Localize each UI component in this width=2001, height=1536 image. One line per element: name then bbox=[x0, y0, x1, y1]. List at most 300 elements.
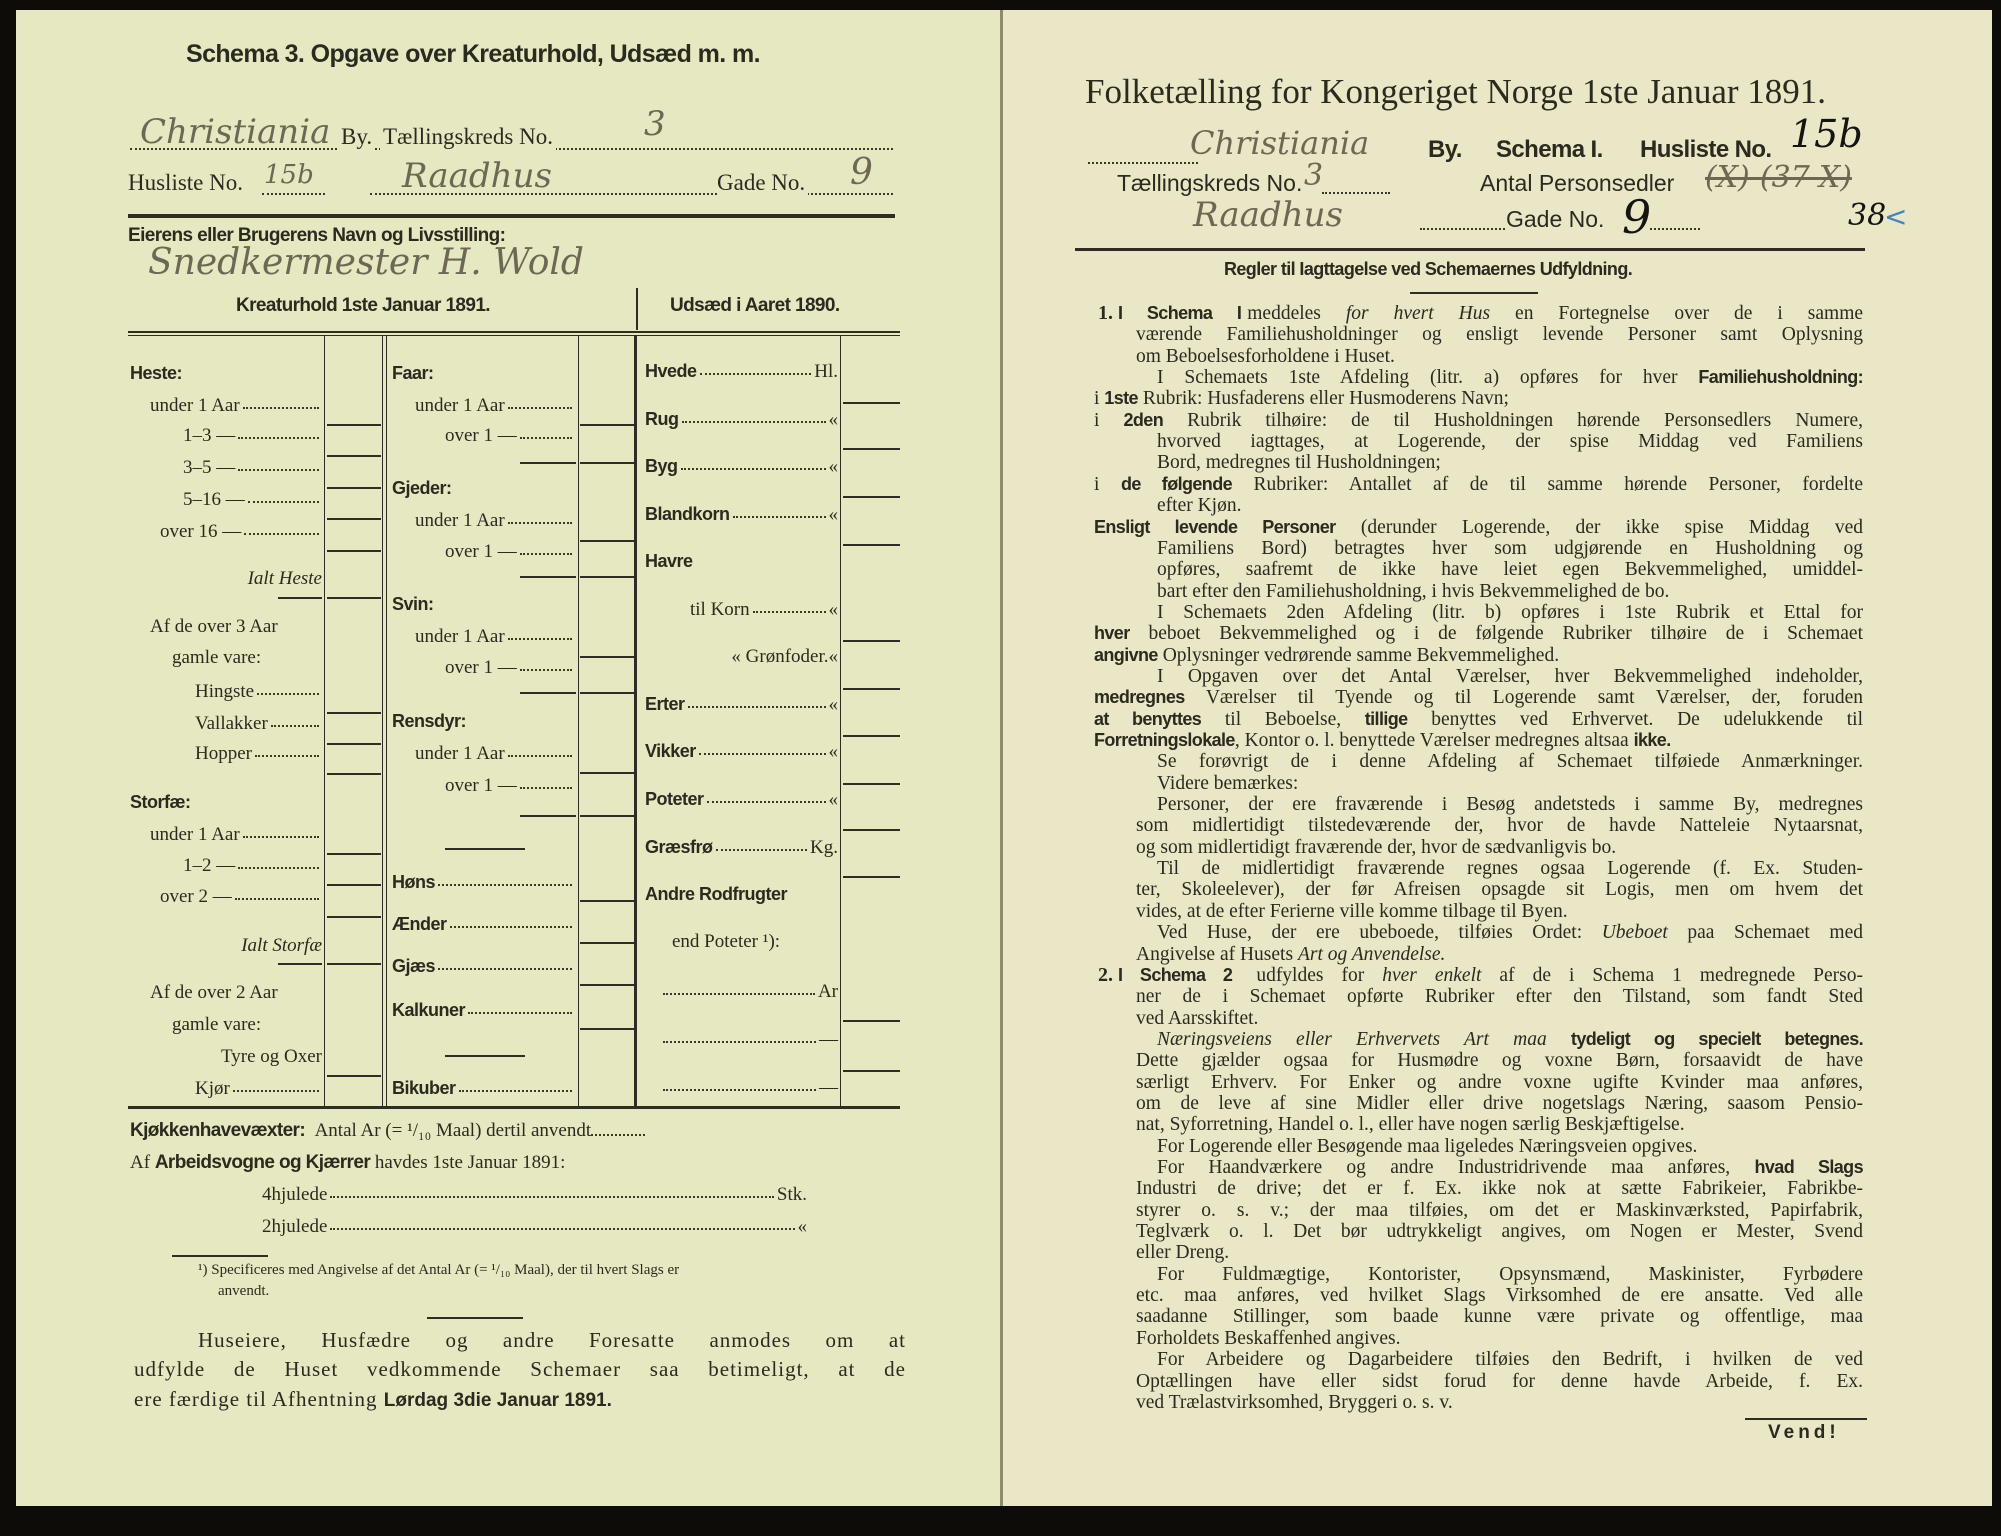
seed-box-left bbox=[840, 336, 841, 1106]
text-run: Teglværk o. l. Det bør udtrykkeligt angives, om Nogen er Mester, Svend bbox=[1136, 1221, 1863, 1243]
livestock-row bbox=[200, 935, 322, 959]
rules-text-line bbox=[1136, 1093, 1863, 1114]
rules-text-line bbox=[1136, 1008, 1258, 1029]
rules-text-line bbox=[1118, 303, 1863, 324]
livestock-row bbox=[130, 792, 191, 816]
livestock-row-label: Bikuber bbox=[392, 1078, 456, 1098]
text-run: I Schemaets 2den Afdeling (litr. b) opføres i 1ste Rubrik et Ettal for bbox=[1157, 601, 1863, 623]
livestock-row bbox=[392, 956, 575, 980]
italic-phrase: Art og Anvendelse. bbox=[1297, 943, 1446, 965]
answer-box-line bbox=[580, 692, 634, 694]
rules-text-line bbox=[1136, 879, 1863, 900]
seed-row-leader bbox=[699, 741, 826, 755]
right-header-rule bbox=[1075, 248, 1865, 251]
text-run: , Kontor o. l. benyttede Værelser medregnes altsaa bbox=[1234, 730, 1634, 751]
answer-box-line bbox=[327, 597, 381, 599]
livestock-row bbox=[415, 510, 575, 534]
bold-phrase: medregnes bbox=[1094, 687, 1185, 708]
seed-row-label: Rug bbox=[645, 409, 679, 429]
text-run: ter, Skoleelever), der før Afreisen opsagde sit Logis, men om hvem det bbox=[1136, 879, 1863, 901]
rule-number: 1. bbox=[1098, 302, 1113, 324]
livestock-row-label: under 1 Aar bbox=[150, 395, 240, 416]
livestock-row-label: Ialt Storfæ bbox=[241, 935, 322, 956]
total-count-handwriting: 38 bbox=[1848, 198, 1887, 233]
text-run: hvorved iagttages, at Logerende, der spise Middag ved Familiens bbox=[1157, 431, 1863, 453]
livestock-row bbox=[183, 855, 322, 879]
rules-text-line bbox=[1157, 1349, 1863, 1370]
livestock-row-leader bbox=[238, 855, 319, 869]
rules-text-line bbox=[1157, 666, 1863, 687]
livestock-row bbox=[392, 363, 434, 387]
livestock-row-label: 1–2 — bbox=[183, 855, 236, 876]
seed-row-label: Havre bbox=[645, 551, 693, 571]
answer-box-line bbox=[580, 540, 634, 542]
seed-row-leader bbox=[716, 837, 808, 851]
rules-text-line bbox=[1094, 645, 1559, 666]
answer-box-line bbox=[327, 743, 381, 745]
bold-phrase: Ensligt levende Personer bbox=[1094, 516, 1336, 537]
answer-box-line bbox=[580, 942, 634, 944]
livestock-row bbox=[150, 824, 322, 848]
text-run: og som midlertidigt fraværende der, hvor de sædvanligvis bo. bbox=[1136, 836, 1617, 858]
notice-line-3 bbox=[134, 1387, 612, 1412]
answer-box-line bbox=[580, 772, 634, 774]
rules-text-line bbox=[1094, 410, 1863, 431]
livestock-row-label: under 1 Aar bbox=[415, 743, 505, 764]
rules-text-line bbox=[1157, 495, 1241, 516]
right-gade-label: Gade No. bbox=[1506, 206, 1605, 232]
right-kreds-label: Tællingskreds No. bbox=[1117, 170, 1303, 196]
blue-check-mark: < bbox=[1884, 200, 1908, 233]
rules-text-line bbox=[1136, 1306, 1863, 1327]
garden-label: Kjøkkenhavevæxter: bbox=[130, 1120, 306, 1141]
livestock-row-label: Storfæ: bbox=[130, 792, 191, 812]
answer-box-line bbox=[327, 487, 381, 489]
text-run: Bord, medregnes til Husholdningen; bbox=[1157, 452, 1441, 474]
livestock-row-leader bbox=[508, 395, 572, 409]
seed-row-label: Byg bbox=[645, 456, 678, 476]
answer-box-line bbox=[843, 544, 900, 546]
rules-text-line bbox=[1136, 901, 1568, 922]
seed-row bbox=[710, 646, 838, 670]
footnote-rule bbox=[172, 1255, 268, 1257]
answer-box-line bbox=[327, 424, 381, 426]
two-wheel-row bbox=[262, 1216, 807, 1240]
husliste-dots bbox=[262, 193, 325, 195]
bold-phrase: hvad Slags bbox=[1754, 1157, 1863, 1177]
text-run: Ved Huse, der ere ubeboede, tilføies Ordet: bbox=[1157, 922, 1602, 944]
livestock-row-leader bbox=[438, 872, 572, 886]
seed-row-leader bbox=[733, 504, 826, 518]
livestock-row-label: Ialt Heste bbox=[247, 568, 322, 589]
heading-divider bbox=[636, 288, 638, 330]
rules-text-line bbox=[1157, 431, 1863, 452]
left-title: Schema 3. Opgave over Kreaturhold, Udsæd m. m. bbox=[186, 40, 760, 68]
livestock-row-leader bbox=[520, 541, 572, 555]
rules-text-line bbox=[1094, 388, 1509, 409]
livestock-row-label: 5–16 — bbox=[183, 489, 245, 510]
notice-line-3-text: ere færdige til Afhentning bbox=[134, 1387, 378, 1411]
livestock-row-label: Svin: bbox=[392, 594, 434, 614]
livestock-row bbox=[172, 1014, 261, 1038]
seed-row bbox=[672, 931, 780, 955]
seed-row-label: til Korn bbox=[690, 599, 750, 620]
seed-row-unit: — bbox=[819, 1077, 838, 1098]
livestock-row bbox=[160, 886, 322, 910]
col2-left bbox=[386, 336, 387, 1106]
text-run: Oplysninger vedrørende samme Bekvemmelighed. bbox=[1157, 644, 1560, 666]
header-rule bbox=[128, 214, 895, 218]
two-wheel-unit: « bbox=[797, 1216, 807, 1237]
seed-row-leader bbox=[688, 694, 826, 708]
text-run: bart efter den Familiehusholdning, i hvis Bekvemmelighed de bo. bbox=[1157, 580, 1670, 602]
answer-box-line bbox=[327, 712, 381, 714]
livestock-row-label: over 2 — bbox=[160, 886, 232, 907]
seed-row-leader bbox=[663, 981, 815, 995]
subtotal-line bbox=[278, 963, 322, 965]
livestock-row-leader bbox=[450, 914, 572, 928]
livestock-row-leader bbox=[520, 775, 572, 789]
seed-row-unit: « bbox=[828, 741, 838, 762]
answer-box-line bbox=[843, 735, 900, 737]
livestock-row-leader bbox=[508, 510, 572, 524]
text-run: Industri de drive; det er f. Ex. ikke nok at sætte Fabrikeier, Fabrikbe- bbox=[1136, 1178, 1863, 1200]
right-kreds-handwriting: 3 bbox=[1304, 158, 1324, 193]
rules-text-line bbox=[1094, 709, 1863, 730]
livestock-row-leader bbox=[255, 743, 319, 757]
seed-row-unit: « bbox=[828, 646, 838, 667]
text-run: værende Familiehusholdninger og ensligt levende Personer samt Oplysning bbox=[1136, 324, 1863, 346]
livestock-row-label: Heste: bbox=[130, 363, 183, 383]
table-bottom-rule bbox=[128, 1106, 900, 1109]
livestock-row-label: Rensdyr: bbox=[392, 711, 467, 731]
answer-box-line bbox=[843, 688, 900, 690]
text-run: For Logerende eller Besøgende maa ligeledes Næringsveien opgives. bbox=[1157, 1135, 1698, 1157]
bold-phrase: angivne bbox=[1094, 644, 1158, 665]
rules-text-line bbox=[1136, 1178, 1863, 1199]
text-run: Værelser til Tyende og til Logerende samt Værelser, der, foruden bbox=[1184, 687, 1863, 709]
answer-box-line bbox=[327, 773, 381, 775]
rules-text-line bbox=[1157, 773, 1298, 794]
separator-line bbox=[445, 1055, 525, 1057]
seed-row-leader bbox=[663, 1077, 816, 1091]
bold-phrase: de følgende bbox=[1120, 473, 1233, 494]
text-run: som midlertidigt tilstedeværende der, hvor de havde Natteleie Nytaarsnat, bbox=[1136, 815, 1863, 837]
rules-text-line bbox=[1136, 1392, 1453, 1413]
livestock-row bbox=[392, 478, 452, 502]
livestock-row bbox=[415, 626, 575, 650]
seed-row bbox=[645, 361, 838, 385]
bold-phrase: Forretningslokale bbox=[1094, 730, 1235, 750]
livestock-row-label: Kjør bbox=[195, 1078, 230, 1099]
seed-row-unit: « bbox=[828, 599, 838, 620]
text-run: om de leve af sine Midler eller drive nogetslags Næring, saasom Pensio- bbox=[1136, 1092, 1863, 1114]
rules-text-line bbox=[1094, 474, 1863, 495]
rules-text-line bbox=[1136, 1072, 1863, 1093]
seed-row-leader bbox=[753, 599, 826, 613]
rules-text-line bbox=[1157, 452, 1441, 473]
text-run: For Fuldmægtige, Kontorister, Opsynsmænd, Maskinister, Fyrbødere bbox=[1157, 1263, 1863, 1285]
livestock-row bbox=[445, 657, 575, 681]
livestock-row bbox=[183, 489, 322, 513]
separator-line bbox=[445, 848, 525, 850]
text-run: udfyldes for bbox=[1238, 964, 1383, 986]
seed-row bbox=[660, 1077, 838, 1101]
livestock-row-label: 1–3 — bbox=[183, 425, 236, 446]
livestock-row bbox=[195, 681, 322, 705]
answer-box-line bbox=[580, 815, 634, 817]
seed-row-unit: « bbox=[828, 456, 838, 477]
livestock-row-label: Af de over 3 Aar bbox=[150, 616, 278, 637]
livestock-row-label: over 1 — bbox=[445, 541, 517, 562]
col1-box-right bbox=[382, 336, 383, 1106]
seed-row-unit: Ar bbox=[817, 981, 838, 1002]
right-husliste-label: Husliste No. bbox=[1640, 136, 1772, 163]
answer-box-line bbox=[327, 963, 381, 965]
rules-text-line bbox=[1157, 581, 1669, 602]
rules-text-line bbox=[1157, 1136, 1697, 1157]
rules-text-line bbox=[1157, 858, 1863, 879]
rules-text-line bbox=[1136, 1285, 1863, 1306]
rules-text-line bbox=[1157, 367, 1863, 388]
text-run: en Fortegnelse over de i samme bbox=[1490, 303, 1864, 324]
livestock-row bbox=[195, 743, 322, 767]
owner-handwriting: Snedkermester H. Wold bbox=[148, 242, 584, 283]
answer-box-line bbox=[580, 462, 634, 464]
kreds-handwriting: 3 bbox=[644, 104, 666, 144]
rules-text-line bbox=[1136, 1221, 1863, 1242]
rules-text-line bbox=[1094, 517, 1863, 538]
text-run: Personer, der ere fraværende i Besøg andetsteds i samme By, medregnes bbox=[1157, 794, 1863, 816]
gade-label: Gade No. bbox=[717, 170, 808, 196]
text-run: ved Aarsskiftet. bbox=[1136, 1007, 1259, 1029]
livestock-row-leader bbox=[235, 886, 319, 900]
text-run: I Opgaven over det Antal Værelser, hver Bekvemmelighed indeholder, bbox=[1157, 665, 1863, 687]
seed-row-unit: Hl. bbox=[814, 361, 838, 382]
answer-box-line bbox=[580, 656, 634, 658]
right-gade-dots bbox=[1650, 228, 1700, 230]
livestock-row-label: under 1 Aar bbox=[415, 510, 505, 531]
livestock-row bbox=[392, 914, 575, 938]
answer-box-line bbox=[327, 518, 381, 520]
rules-text-line bbox=[1094, 687, 1863, 708]
text-run: For Haandværkere og andre Industridrivende maa anføres, bbox=[1157, 1157, 1755, 1178]
city-handwriting: Christiania bbox=[140, 112, 331, 152]
livestock-row-leader bbox=[248, 489, 319, 503]
livestock-row bbox=[392, 1078, 575, 1102]
rules-text-line bbox=[1136, 1114, 1685, 1135]
rules-title: Regler til Iagttagelse ved Schemaernes Udfyldning. bbox=[1224, 259, 1633, 279]
text-run: For Arbeidere og Dagarbeidere tilføies den Bedrift, i hvilken de ved bbox=[1157, 1349, 1863, 1371]
seed-row-label: « Grønfoder. bbox=[731, 646, 829, 667]
answer-box-line bbox=[843, 829, 900, 831]
livestock-row bbox=[150, 395, 322, 419]
text-run: saadanne Stillinger, som baade kunne være private og offentlige, maa bbox=[1136, 1306, 1863, 1328]
rules-text-line bbox=[1157, 922, 1863, 943]
right-title: Folketælling for Kongeriget Norge 1ste Januar 1891. bbox=[1085, 72, 1827, 111]
livestock-row-label: gamle vare: bbox=[172, 1014, 262, 1035]
rules-text-line bbox=[1094, 730, 1671, 751]
italic-phrase: Næringsveiens eller Erhvervets Art maa bbox=[1157, 1028, 1571, 1050]
right-city-dots bbox=[1088, 162, 1198, 164]
rules-text-line bbox=[1136, 944, 1445, 965]
right-gade-handwriting: 9 bbox=[1622, 190, 1652, 244]
seed-row bbox=[645, 837, 838, 861]
livestock-seed-divider bbox=[634, 336, 637, 1106]
bold-phrase: I Schema I bbox=[1118, 303, 1242, 323]
seed-row-label: Andre Rodfrugter bbox=[645, 884, 787, 904]
subtotal-line bbox=[520, 692, 576, 694]
garden-text: Antal Ar (= ¹/₁₀ Maal) dertil anvendt bbox=[314, 1120, 592, 1141]
subtotal-line bbox=[520, 576, 576, 578]
right-city-handwriting: Christiania bbox=[1190, 124, 1370, 162]
text-run: Videre bemærkes: bbox=[1157, 772, 1299, 794]
right-by-label: By. bbox=[1428, 136, 1462, 163]
rules-text-line bbox=[1136, 1371, 1863, 1392]
rules-text-line bbox=[1136, 1050, 1863, 1071]
husliste-label: Husliste No. bbox=[128, 170, 243, 195]
seed-row bbox=[660, 981, 838, 1005]
livestock-row bbox=[415, 395, 575, 419]
livestock-row bbox=[183, 425, 322, 449]
seed-heading: Udsæd i Aaret 1890. bbox=[670, 295, 840, 316]
livestock-row-label: over 1 — bbox=[445, 657, 517, 678]
livestock-row bbox=[392, 1000, 575, 1024]
text-run: ner de i Schemaet opførte Rubriker efter den Tilstand, som fandt Sted bbox=[1136, 986, 1863, 1008]
bold-phrase: hver bbox=[1094, 623, 1130, 644]
italic-phrase: Ubeboet bbox=[1601, 922, 1668, 944]
seed-row bbox=[645, 456, 838, 480]
text-run: Rubrik tilhøire: de til Husholdningen hørende Personsedlers Numere, bbox=[1163, 409, 1863, 431]
by-label: By. bbox=[338, 124, 375, 150]
text-run: paa Schemaet med bbox=[1667, 922, 1864, 944]
text-run: i bbox=[1094, 388, 1105, 410]
text-run: efter Kjøn. bbox=[1157, 495, 1242, 517]
table-top-rule bbox=[128, 331, 900, 333]
livestock-row-label: Hopper bbox=[195, 743, 252, 764]
livestock-row-label: Gjeder: bbox=[392, 478, 452, 498]
rules-text-line bbox=[1136, 1200, 1863, 1221]
seed-row bbox=[690, 599, 838, 623]
subtotal-line bbox=[278, 597, 322, 599]
col1-box-left bbox=[324, 336, 325, 1106]
rules-text-line bbox=[1136, 986, 1863, 1007]
seed-row-unit: « bbox=[828, 694, 838, 715]
bold-phrase: at benyttes bbox=[1094, 708, 1202, 729]
text-run: Rubriker: Antallet af de til samme hørende Personer, fordelte bbox=[1232, 473, 1864, 495]
table-top-rule-2 bbox=[128, 335, 900, 336]
livestock-row-leader bbox=[508, 626, 572, 640]
wagons-post: havdes 1ste Januar 1891: bbox=[374, 1152, 566, 1173]
text-run: Familiens Bord) betragtes hver som udgjørende en Husholdning og bbox=[1157, 537, 1863, 559]
livestock-row-leader bbox=[257, 681, 319, 695]
livestock-row-label: Vallakker bbox=[195, 713, 268, 734]
answer-box-line bbox=[327, 550, 381, 552]
right-street-dots bbox=[1420, 228, 1505, 230]
col2-box-left bbox=[578, 336, 579, 1106]
footnote-line-2: anvendt. bbox=[218, 1283, 270, 1299]
notice-line-1: Huseiere, Husfædre og andre Foresatte anmodes om at bbox=[198, 1328, 906, 1352]
seed-row bbox=[645, 741, 838, 765]
right-kreds-dots bbox=[1322, 192, 1390, 194]
owner-label: Eierens eller Brugerens Navn og Livsstilling: bbox=[128, 225, 506, 246]
text-run: nat, Syforretning, Handel o. l., eller have nogen særlig Beskjæftigelse. bbox=[1136, 1114, 1685, 1136]
rules-text-line bbox=[1157, 538, 1863, 559]
seed-row-leader bbox=[707, 789, 826, 803]
livestock-row-label: Faar: bbox=[392, 363, 434, 383]
rules-text-line bbox=[1136, 1328, 1400, 1349]
bold-phrase: I Schema 2 bbox=[1118, 964, 1233, 985]
text-run: (derunder Logerende, der ikke spise Middag ved bbox=[1335, 516, 1863, 538]
livestock-row-leader bbox=[459, 1078, 572, 1092]
two-wheel-label: 2hjulede bbox=[262, 1216, 328, 1237]
rules-text-line bbox=[1136, 324, 1863, 345]
street-handwriting: Raadhus bbox=[402, 156, 552, 196]
notice-rule bbox=[427, 1317, 523, 1319]
answer-box-line bbox=[843, 783, 900, 785]
answer-box-line bbox=[327, 455, 381, 457]
livestock-row-label: Ænder bbox=[392, 914, 447, 934]
seed-row bbox=[645, 789, 838, 813]
right-husliste-handwriting: 15b bbox=[1790, 112, 1863, 156]
text-run: af de i Schema 1 medregnede Perso- bbox=[1481, 964, 1863, 986]
answer-box-line bbox=[580, 984, 634, 986]
livestock-row-leader bbox=[244, 521, 319, 535]
text-run: Dette gjælder ogsaa for Husmødre og voxne Børn, forsaavidt de have bbox=[1136, 1050, 1863, 1072]
vend-rule bbox=[1745, 1418, 1867, 1420]
livestock-row-label: Gjæs bbox=[392, 956, 436, 976]
seed-row-unit: « bbox=[828, 789, 838, 810]
seed-row bbox=[645, 884, 787, 908]
answer-box-line bbox=[327, 1075, 381, 1077]
vend-label: Vend! bbox=[1768, 1422, 1840, 1443]
bold-phrase: Familiehusholdning: bbox=[1698, 367, 1863, 388]
seed-row-label: end Poteter ¹): bbox=[672, 931, 781, 952]
wagons-line bbox=[130, 1152, 565, 1174]
livestock-row-leader bbox=[243, 824, 319, 838]
livestock-row-label: gamle vare: bbox=[172, 647, 262, 668]
text-run: Forholdets Beskaffenhed angives. bbox=[1136, 1327, 1401, 1349]
livestock-row-label: under 1 Aar bbox=[150, 824, 240, 845]
antal-handwriting-crossed: (X)-(37-X) bbox=[1705, 160, 1852, 195]
rules-text-line bbox=[1136, 837, 1616, 858]
livestock-row bbox=[150, 982, 278, 1006]
rule-number: 2. bbox=[1098, 963, 1113, 986]
livestock-heading: Kreaturhold 1ste Januar 1891. bbox=[236, 295, 490, 316]
husliste-handwriting: 15b bbox=[264, 160, 314, 190]
livestock-row-label: over 1 — bbox=[445, 425, 517, 446]
livestock-row-leader bbox=[508, 743, 572, 757]
bold-phrase: ikke. bbox=[1633, 730, 1671, 750]
rules-text-line bbox=[1157, 1029, 1863, 1050]
bold-phrase: 2den bbox=[1123, 409, 1164, 430]
rules-text-line bbox=[1157, 794, 1863, 815]
answer-box-line bbox=[580, 1028, 634, 1030]
livestock-row bbox=[392, 594, 434, 618]
text-run: Angivelse af Husets bbox=[1136, 943, 1298, 965]
right-street-handwriting: Raadhus bbox=[1193, 195, 1343, 235]
wagons-pre: Af bbox=[130, 1152, 151, 1173]
livestock-row-label: under 1 Aar bbox=[415, 626, 505, 647]
rules-text-line bbox=[1136, 346, 1395, 367]
livestock-row-leader bbox=[243, 395, 319, 409]
seed-row bbox=[645, 504, 838, 528]
italic-phrase: hver enkelt bbox=[1382, 964, 1482, 986]
kreds-label: Tællingskreds No. bbox=[380, 124, 556, 150]
footnote-line-1: ¹) Specificeres med Angivelse af det Antal Ar (= ¹/₁₀ Maal), der til hvert Slags er bbox=[198, 1262, 680, 1278]
seed-row-leader bbox=[663, 1029, 816, 1043]
text-run: ved Trælastvirksomhed, Bryggeri o. s. v. bbox=[1136, 1391, 1453, 1413]
